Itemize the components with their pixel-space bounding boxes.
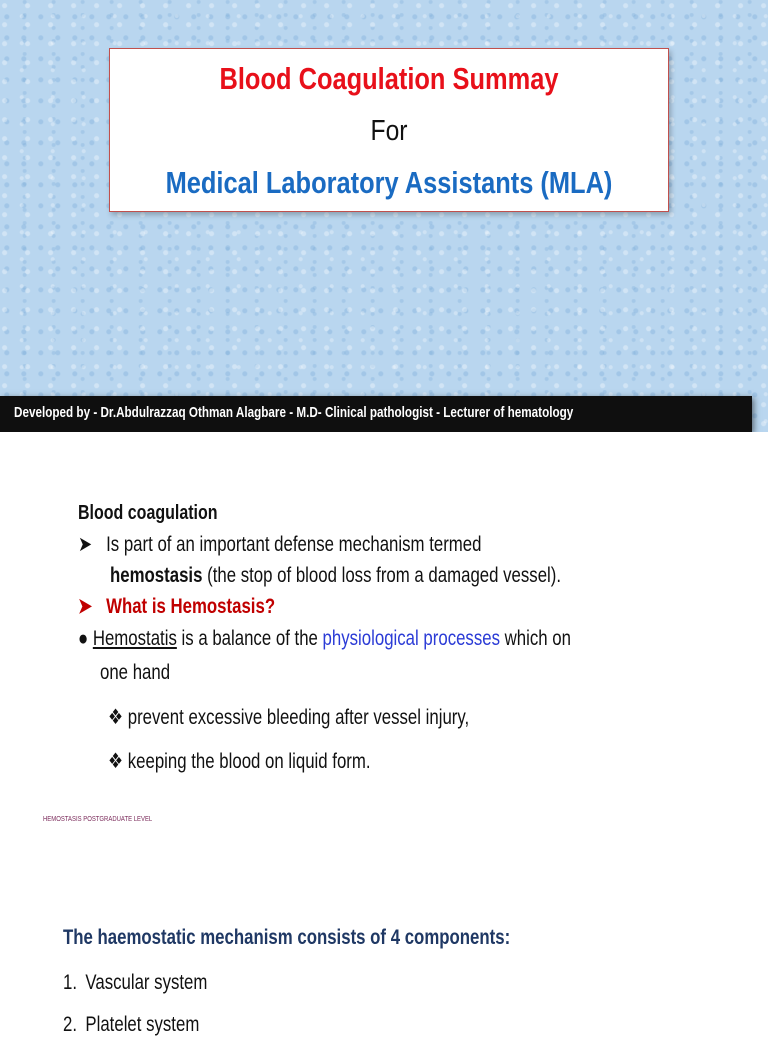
question-heading: ➤ What is Hemostasis? [78, 595, 276, 618]
arrow-bullet-icon: ➤ [78, 595, 93, 618]
components-heading: The haemostatic mechanism consists of 4 components: [63, 926, 511, 949]
hemostatis-definition-cont: one hand [100, 661, 171, 684]
slide-title: Blood Coagulation Summay [219, 61, 559, 96]
bullet-hemostasis-definition: hemostasis (the stop of blood loss from a damaged vessel). [110, 564, 562, 587]
term-hemostatis: Hemostatis [92, 627, 177, 650]
four-diamond-bullet-icon: ❖ [108, 750, 124, 773]
physiological-processes-text: physiological processes [322, 627, 500, 650]
title-box [109, 48, 669, 212]
list-item: 2. Platelet system [63, 1013, 200, 1036]
list-item: 1. Vascular system [63, 971, 208, 994]
title-for: For [370, 115, 408, 147]
arrow-bullet-icon: ➤ [78, 533, 93, 556]
sub-bullet-liquid-form: ❖ keeping the blood on liquid form. [108, 750, 371, 773]
title-audience: Medical Laboratory Assistants (MLA) [165, 165, 613, 200]
four-diamond-bullet-icon: ❖ [108, 706, 124, 729]
section-heading: Blood coagulation [78, 502, 218, 524]
dot-bullet-icon: ● [78, 627, 89, 650]
bullet-defense-mechanism: ➤ Is part of an important defense mechanism termed [78, 533, 482, 556]
developer-bar [0, 396, 752, 432]
hemostatis-definition: ● Hemostatis is a balance of the physiological processes which on [78, 627, 571, 650]
slide-footer: HEMOSTASIS POSTGRADUATE LEVEL [43, 816, 153, 823]
developer-credit: Developed by - Dr.Abdulrazzaq Othman Alagbare - M.D- Clinical pathologist - Lecturer of hematology [14, 404, 574, 421]
sub-bullet-prevent-bleeding: ❖ prevent excessive bleeding after vessel injury, [108, 706, 470, 729]
title-slide [0, 0, 768, 432]
